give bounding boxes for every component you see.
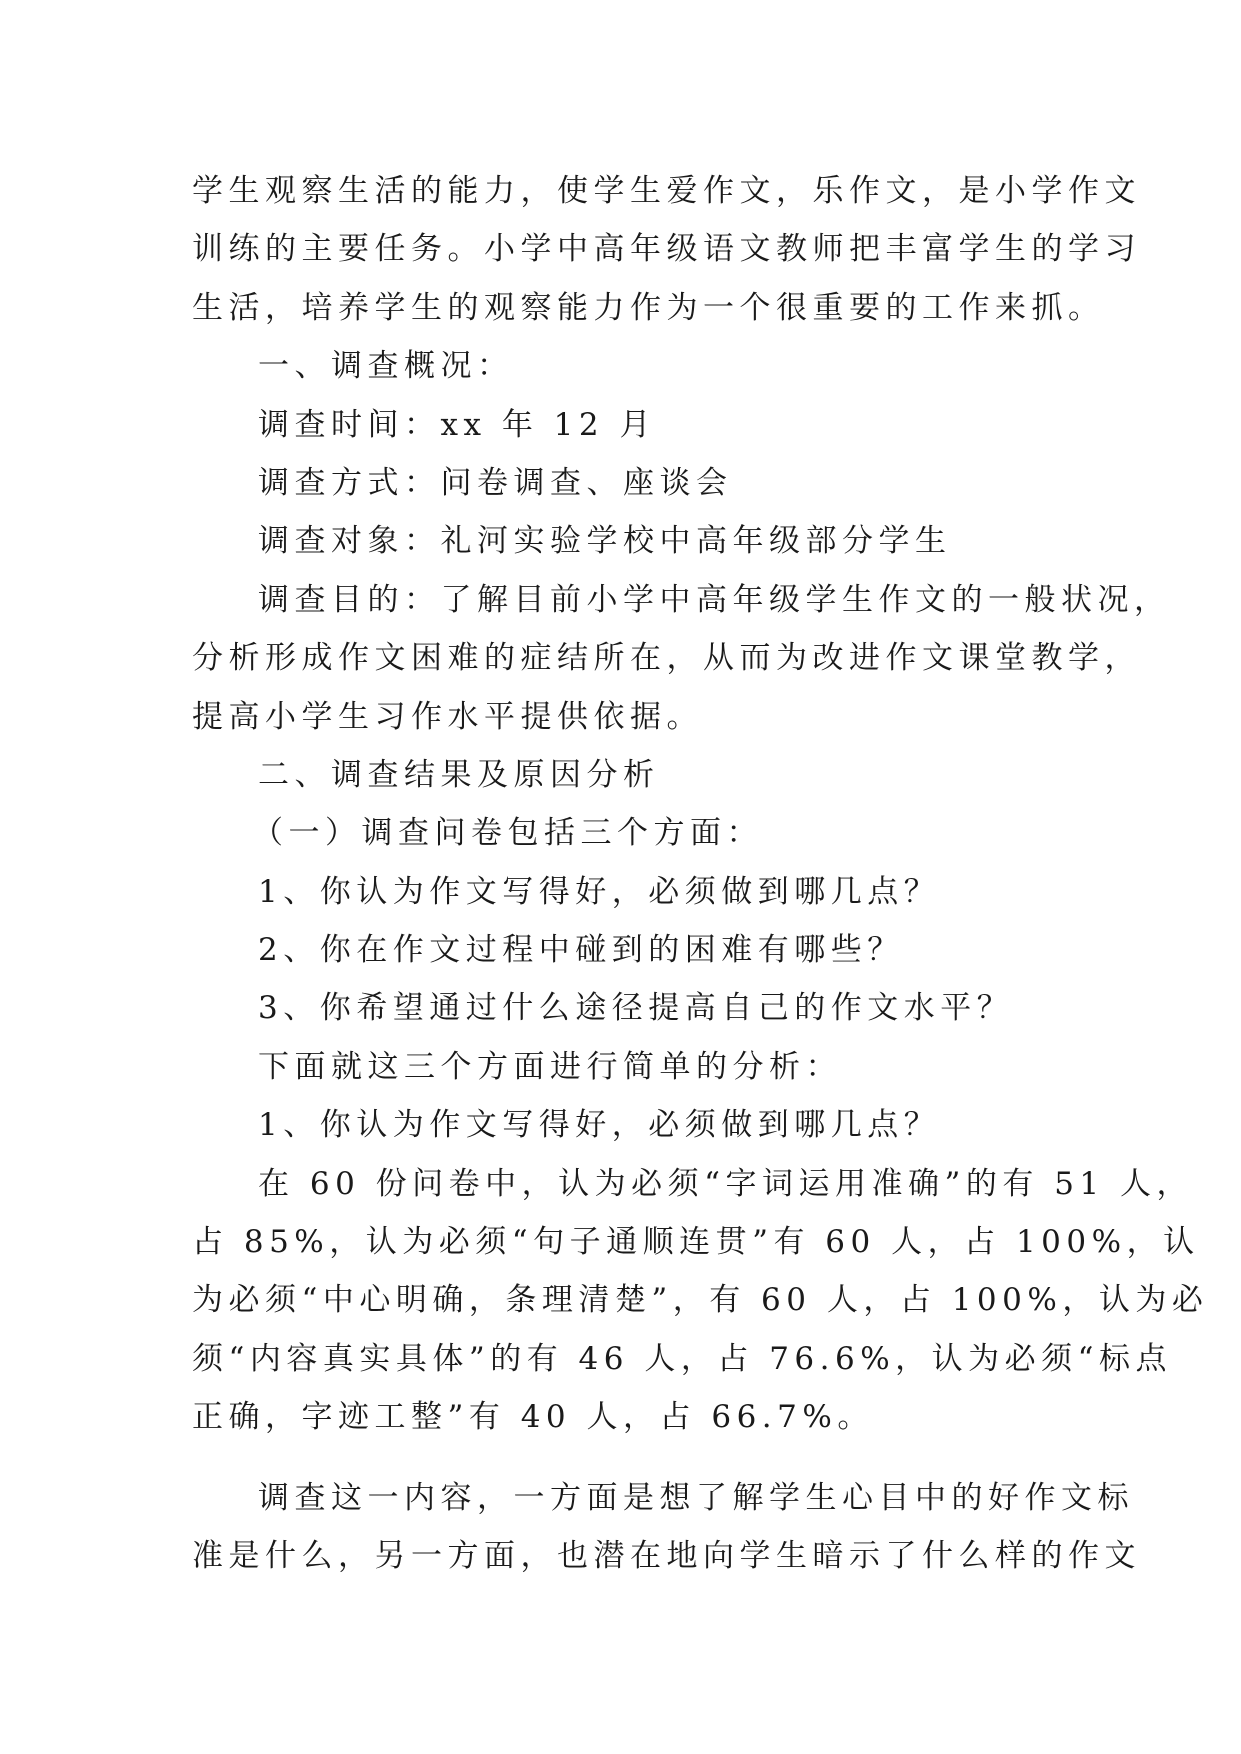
paragraph-gap: [192, 1447, 1072, 1469]
body-text-line: 准是什么，另一方面，也潜在地向学生暗示了什么样的作文: [192, 1537, 1141, 1574]
body-text-line: 学生观察生活的能力，使学生爱作文，乐作文，是小学作文: [192, 173, 1141, 209]
question-item: 1、你认为作文写得好，必须做到哪几点？: [258, 873, 941, 910]
section-heading: 一、调查概况：: [258, 348, 514, 385]
subsection-heading: （一）调查问卷包括三个方面：: [252, 815, 763, 852]
survey-purpose-line: 分析形成作文困难的症结所在，从而为改进作文课堂教学，: [192, 640, 1141, 677]
statistics-line: 在 60 份问卷中，认为必须“字词运用准确”的有 51 人，: [258, 1165, 1194, 1202]
statistics-line: 正确，字迹工整”有 40 人，占 66.7%。: [192, 1399, 874, 1436]
survey-time: 调查时间：xx 年 12 月: [258, 406, 656, 443]
survey-subjects: 调查对象：礼河实验学校中高年级部分学生: [258, 523, 952, 560]
question-item: 2、你在作文过程中碰到的困难有哪些？: [258, 932, 904, 969]
body-text-line: 调查这一内容，一方面是想了解学生心目中的好作文标: [258, 1479, 1134, 1516]
statistics-line: 须“内容真实具体”的有 46 人，占 76.6%，认为必须“标点: [192, 1340, 1173, 1377]
question-item: 3、你希望通过什么途径提高自己的作文水平？: [258, 990, 1014, 1027]
analysis-question: 1、你认为作文写得好，必须做到哪几点？: [258, 1107, 941, 1144]
section-heading: 二、调查结果及原因分析: [258, 756, 660, 793]
survey-purpose-line: 调查目的：了解目前小学中高年级学生作文的一般状况，: [258, 581, 1171, 618]
body-text-line: 生活，培养学生的观察能力作为一个很重要的工作来抓。: [192, 289, 1105, 326]
survey-method: 调查方式：问卷调查、座谈会: [258, 464, 733, 501]
survey-purpose-line: 提高小学生习作水平提供依据。: [192, 698, 703, 735]
analysis-intro: 下面就这三个方面进行简单的分析：: [258, 1048, 842, 1085]
statistics-line: 为必须“中心明确，条理清楚”，有 60 人，占 100%，认为必: [192, 1282, 1209, 1319]
document-body: [192, 162, 1209, 1585]
statistics-line: 占 85%，认为必须“句子通顺连贯”有 60 人，占 100%，认: [192, 1224, 1200, 1261]
body-text-line: 训练的主要任务。小学中高年级语文教师把丰富学生的学习: [192, 231, 1141, 268]
